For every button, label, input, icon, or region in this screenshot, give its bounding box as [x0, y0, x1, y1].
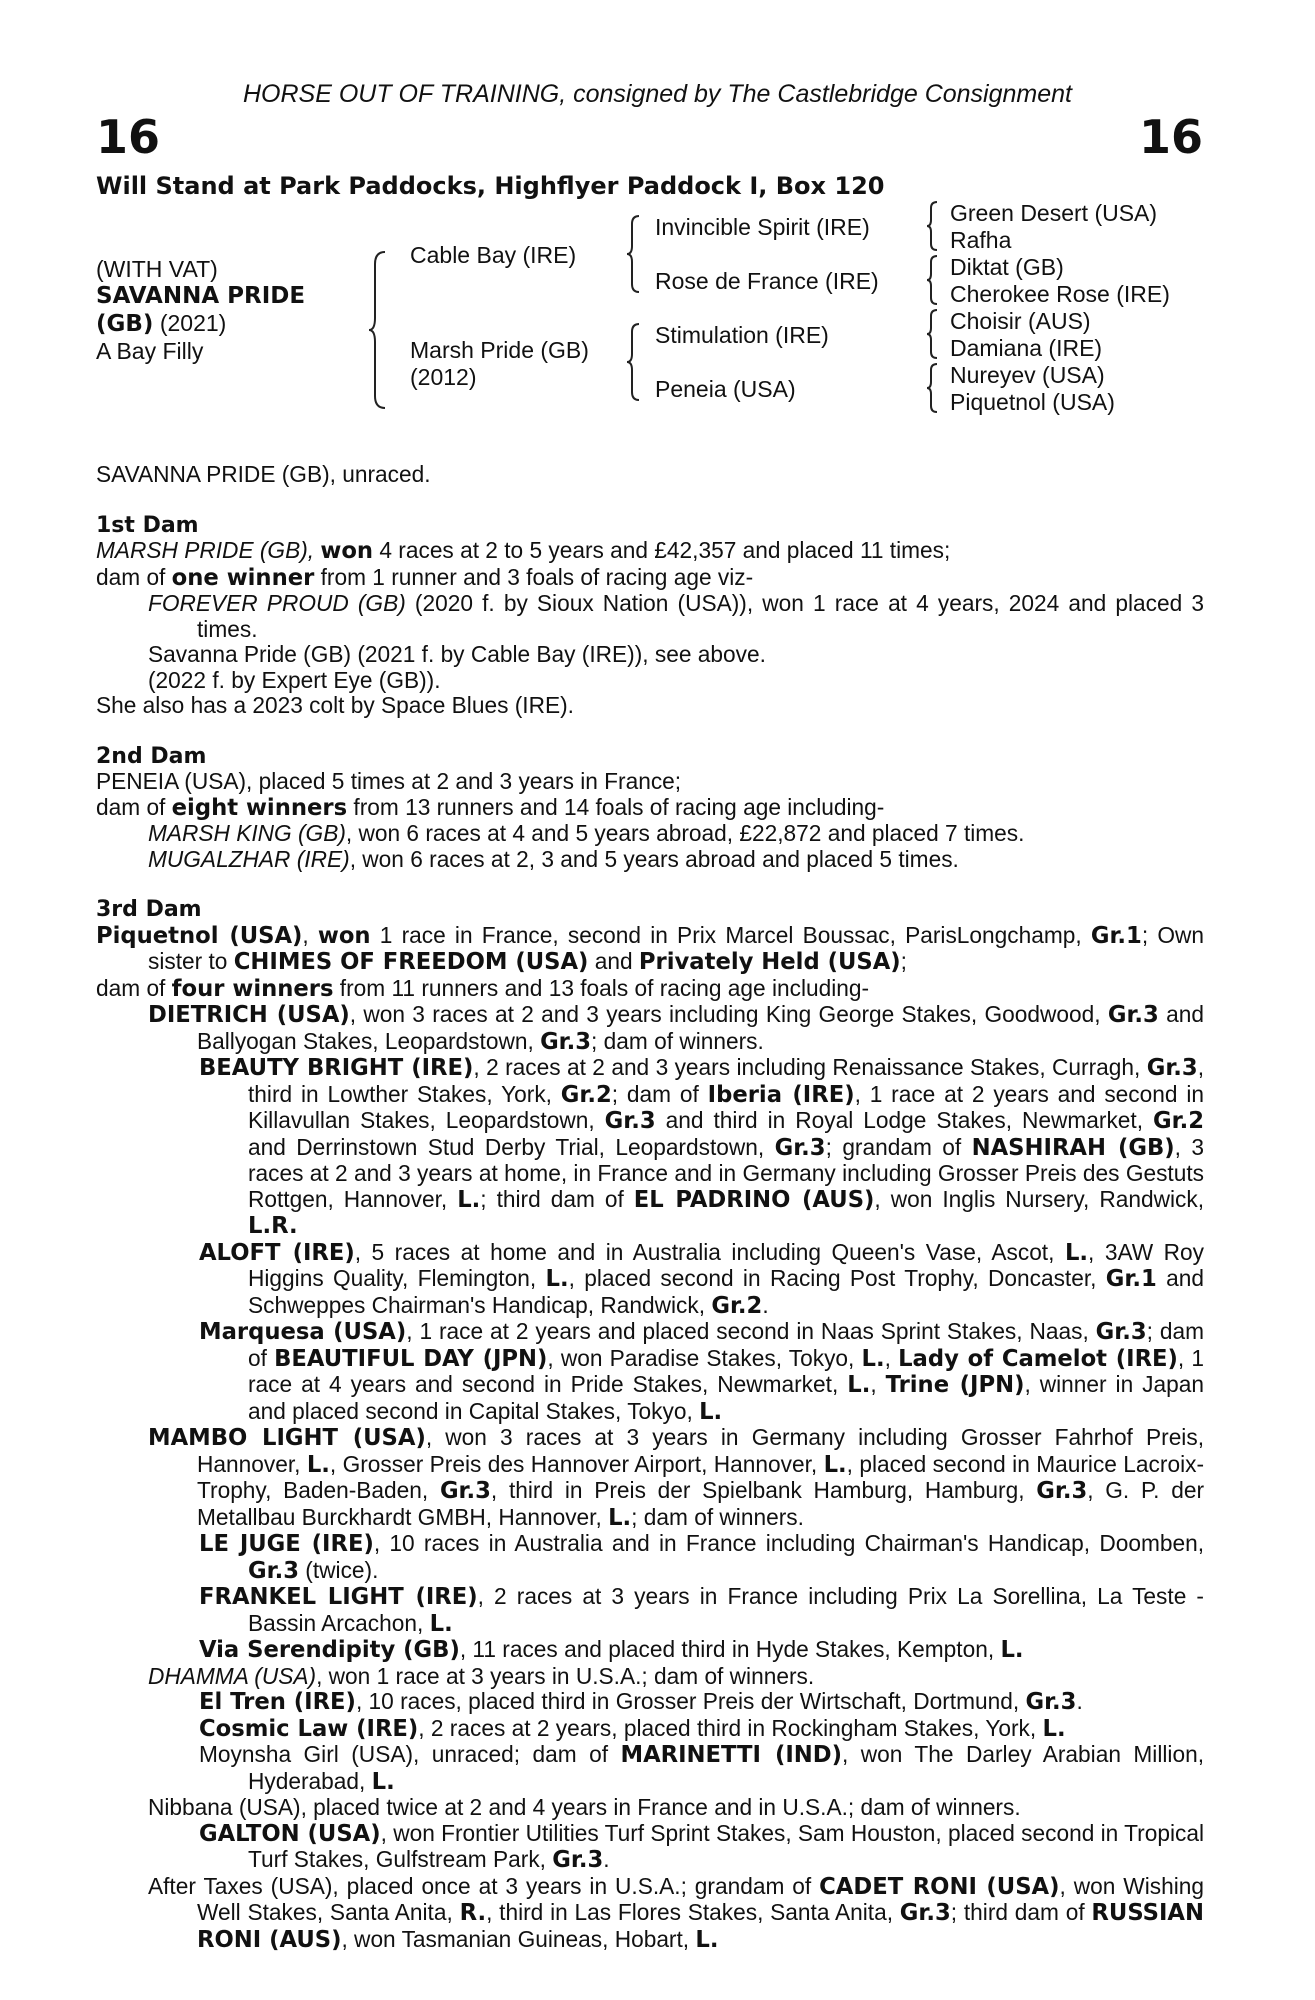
entry-dhamma: DHAMMA (USA), won 1 race at 3 years in U.S.A.; dam of winners. [148, 1662, 815, 1689]
dam-year: (2012) [410, 364, 477, 390]
horse-info [96, 256, 305, 365]
gen2-dam-dam: Peneia (USA) [655, 376, 796, 402]
entry-nibbana: Nibbana (USA), placed twice at 2 and 4 years in France and in U.S.A.; dam of winners. [148, 1794, 1021, 1820]
first-dam-note: She also has a 2023 colt by Space Blues (IRE). [96, 692, 574, 718]
gen3-4: Cherokee Rose (IRE) [950, 281, 1170, 307]
pedigree-brace-g3-4 [925, 362, 941, 414]
gen3-2: Rafha [950, 227, 1012, 253]
second-dam-heading: 2nd Dam [96, 743, 207, 769]
vat-note: (WITH VAT) [96, 256, 218, 282]
gen2-dam-sire: Stimulation (IRE) [655, 322, 829, 348]
entry-le-juge: LE JUGE (IRE), 10 races in Australia and in France including Chairman's Handicap, Doomben, Gr.3 (twice). [199, 1530, 1205, 1584]
gen3-7: Nureyev (USA) [950, 362, 1105, 388]
lot-number-left: 16 [96, 110, 161, 164]
first-dam-line: MARSH PRIDE (GB), won 4 races at 2 to 5 years and £42,357 and placed 11 times; [96, 537, 951, 564]
first-dam-foal-1: FOREVER PROUD (GB) (2020 f. by Sioux Nation (USA)), won 1 race at 4 years, 2024 and placed 3 times. [148, 590, 1205, 642]
entry-after-taxes: After Taxes (USA), placed once at 3 years in U.S.A.; grandam of CADET RONI (USA), won Wishing Well Stakes, Santa Anita, R., third in Las Flores Stakes, Santa Anita, Gr.3; third dam of RUSSIAN RONI (AUS), won Tasmanian Guineas, Hobart, L. [148, 1872, 1204, 1953]
first-dam-heading: 1st Dam [96, 512, 199, 538]
gen2-sire-sire: Invincible Spirit (IRE) [655, 214, 870, 240]
dam: Marsh Pride (GB) [410, 337, 589, 363]
sire: Cable Bay (IRE) [410, 242, 577, 268]
second-dam-foal-1: MARSH KING (GB), won 6 races at 4 and 5 years abroad, £22,872 and placed 7 times. [148, 820, 1025, 846]
gen3-5: Choisir (AUS) [950, 308, 1091, 334]
catalogue-body [96, 462, 1204, 1953]
gen3-3: Diktat (GB) [950, 254, 1064, 280]
second-dam-produce: dam of eight winners from 13 runners and 14 foals of racing age including- [96, 793, 885, 821]
horse-name: SAVANNA PRIDE [96, 283, 306, 309]
pedigree-brace-sire [625, 214, 643, 294]
second-dam-line: PENEIA (USA), placed 5 times at 2 and 3 years in France; [96, 768, 682, 794]
third-dam-produce: dam of four winners from 11 runners and 13 foals of racing age including- [96, 974, 870, 1002]
pedigree-brace-g3-3 [925, 308, 941, 360]
pedigree-brace-g3-1 [925, 200, 941, 252]
first-dam-foal-3: (2022 f. by Expert Eye (GB)). [148, 666, 441, 693]
entry-cosmic-law: Cosmic Law (IRE), 2 races at 2 years, placed third in Rockingham Stakes, York, L. [199, 1714, 1066, 1742]
third-dam-heading: 3rd Dam [96, 897, 202, 922]
gen3-8: Piquetnol (USA) [950, 389, 1115, 415]
entry-marquesa: Marquesa (USA), 1 race at 2 years and placed second in Naas Sprint Stakes, Naas, Gr.3; dam of BEAUTIFUL DAY (JPN), won Paradise Stakes, Tokyo, L., Lady of Camelot (IRE), 1 race at 4 years and second in Pride Stakes, Newmarket, L., Trine (JPN), winner in Japan and placed second in Capital Stakes, Tokyo, L. [199, 1318, 1205, 1425]
gen3-6: Damiana (IRE) [950, 335, 1103, 361]
entry-frankel-light: FRANKEL LIGHT (IRE), 2 races at 3 years in France including Prix La Sorellina, La Teste - Bassin Arcachon, L. [199, 1583, 1204, 1637]
third-dam-line: Piquetnol (USA), won 1 race in France, second in Prix Marcel Boussac, ParisLongchamp, Gr.1; Own sister to CHIMES OF FREEDOM (USA) and Privately Held (USA); [96, 921, 1204, 975]
entry-beauty-bright: BEAUTY BRIGHT (IRE), 2 races at 2 and 3 years including Renaissance Stakes, Curragh, Gr.3, third in Lowther Stakes, York, Gr.2; dam of Iberia (IRE), 1 race at 2 years and second in Killavullan Stakes, Leopardstown, Gr.3 and third in Royal Lodge Stakes, Newmarket, Gr.2 and Derrinstown Stud Derby Trial, Leopardstown, Gr.3; grandam of NASHIRAH (GB), 3 races at 2 and 3 years at home, in France and in Germany including Grosser Preis des Gestuts Rottgen, Hannover, L.; third dam of EL PADRINO (AUS), won Inglis Nursery, Randwick, L.R. [199, 1054, 1205, 1239]
first-dam-foal-2: Savanna Pride (GB) (2021 f. by Cable Bay (IRE)), see above. [148, 641, 766, 667]
pedigree-brace-g3-2 [925, 254, 941, 306]
horse-description: A Bay Filly [96, 338, 204, 364]
entry-galton: GALTON (USA), won Frontier Utilities Turf Sprint Stakes, Sam Houston, placed second in Tropical Turf Stakes, Gulfstream Park, Gr.3. [199, 1819, 1205, 1873]
entry-dietrich: DIETRICH (USA), won 3 races at 2 and 3 years including King George Stakes, Goodwood, Gr.3 and Ballyogan Stakes, Leopardstown, Gr.3; dam of winners. [148, 1001, 1204, 1055]
consignment-header: HORSE OUT OF TRAINING, consigned by The Castlebridge Consignment [242, 80, 1073, 108]
gen3-1: Green Desert (USA) [950, 200, 1158, 226]
horse-origin: (GB) [96, 311, 154, 337]
entry-moynsha-girl: Moynsha Girl (USA), unraced; dam of MARINETTI (IND), won The Darley Arabian Million, Hyderabad, L. [199, 1741, 1204, 1795]
entry-el-tren: El Tren (IRE), 10 races, placed third in Grosser Preis der Wirtschaft, Dortmund, Gr.3. [199, 1688, 1083, 1715]
first-dam-produce: dam of one winner from 1 runner and 3 foals of racing age viz- [96, 563, 754, 591]
entry-aloft: ALOFT (IRE), 5 races at home and in Australia including Queen's Vase, Ascot, L., 3AW Roy Higgins Quality, Flemington, L., placed second in Racing Post Trophy, Doncaster, Gr.1 and Schweppes Chairman's Handicap, Randwick, Gr.2. [199, 1238, 1205, 1319]
entry-via-serendipity: Via Serendipity (GB), 11 races and placed third in Hyde Stakes, Kempton, L. [199, 1636, 1024, 1663]
pedigree-brace-dam [625, 322, 643, 402]
horse-origin-year [96, 310, 305, 338]
lot-number-right: 16 [1138, 110, 1203, 164]
second-dam-foal-2: MUGALZHAR (IRE), won 6 races at 2, 3 and 5 years abroad and placed 5 times. [148, 845, 959, 872]
entry-mambo-light: MAMBO LIGHT (USA), won 3 races at 3 years in Germany including Grosser Fahrhof Preis, Hannover, L., Grosser Preis des Hannover Airport, Hannover, L., placed second in Maurice Lacroix-Trophy, Baden-Baden, Gr.3, third in Preis der Spielbank Hamburg, Hamburg, Gr.3, G. P. der Metallbau Burckhardt GMBH, Hannover, L.; dam of winners. [148, 1424, 1205, 1531]
horse-year: (2021) [153, 310, 227, 336]
pedigree-brace-main [367, 250, 391, 410]
gen2-sire-dam: Rose de France (IRE) [655, 268, 879, 294]
stand-location: Will Stand at Park Paddocks, Highflyer Paddock I, Box 120 [96, 172, 885, 200]
race-record: SAVANNA PRIDE (GB), unraced. [96, 461, 431, 487]
